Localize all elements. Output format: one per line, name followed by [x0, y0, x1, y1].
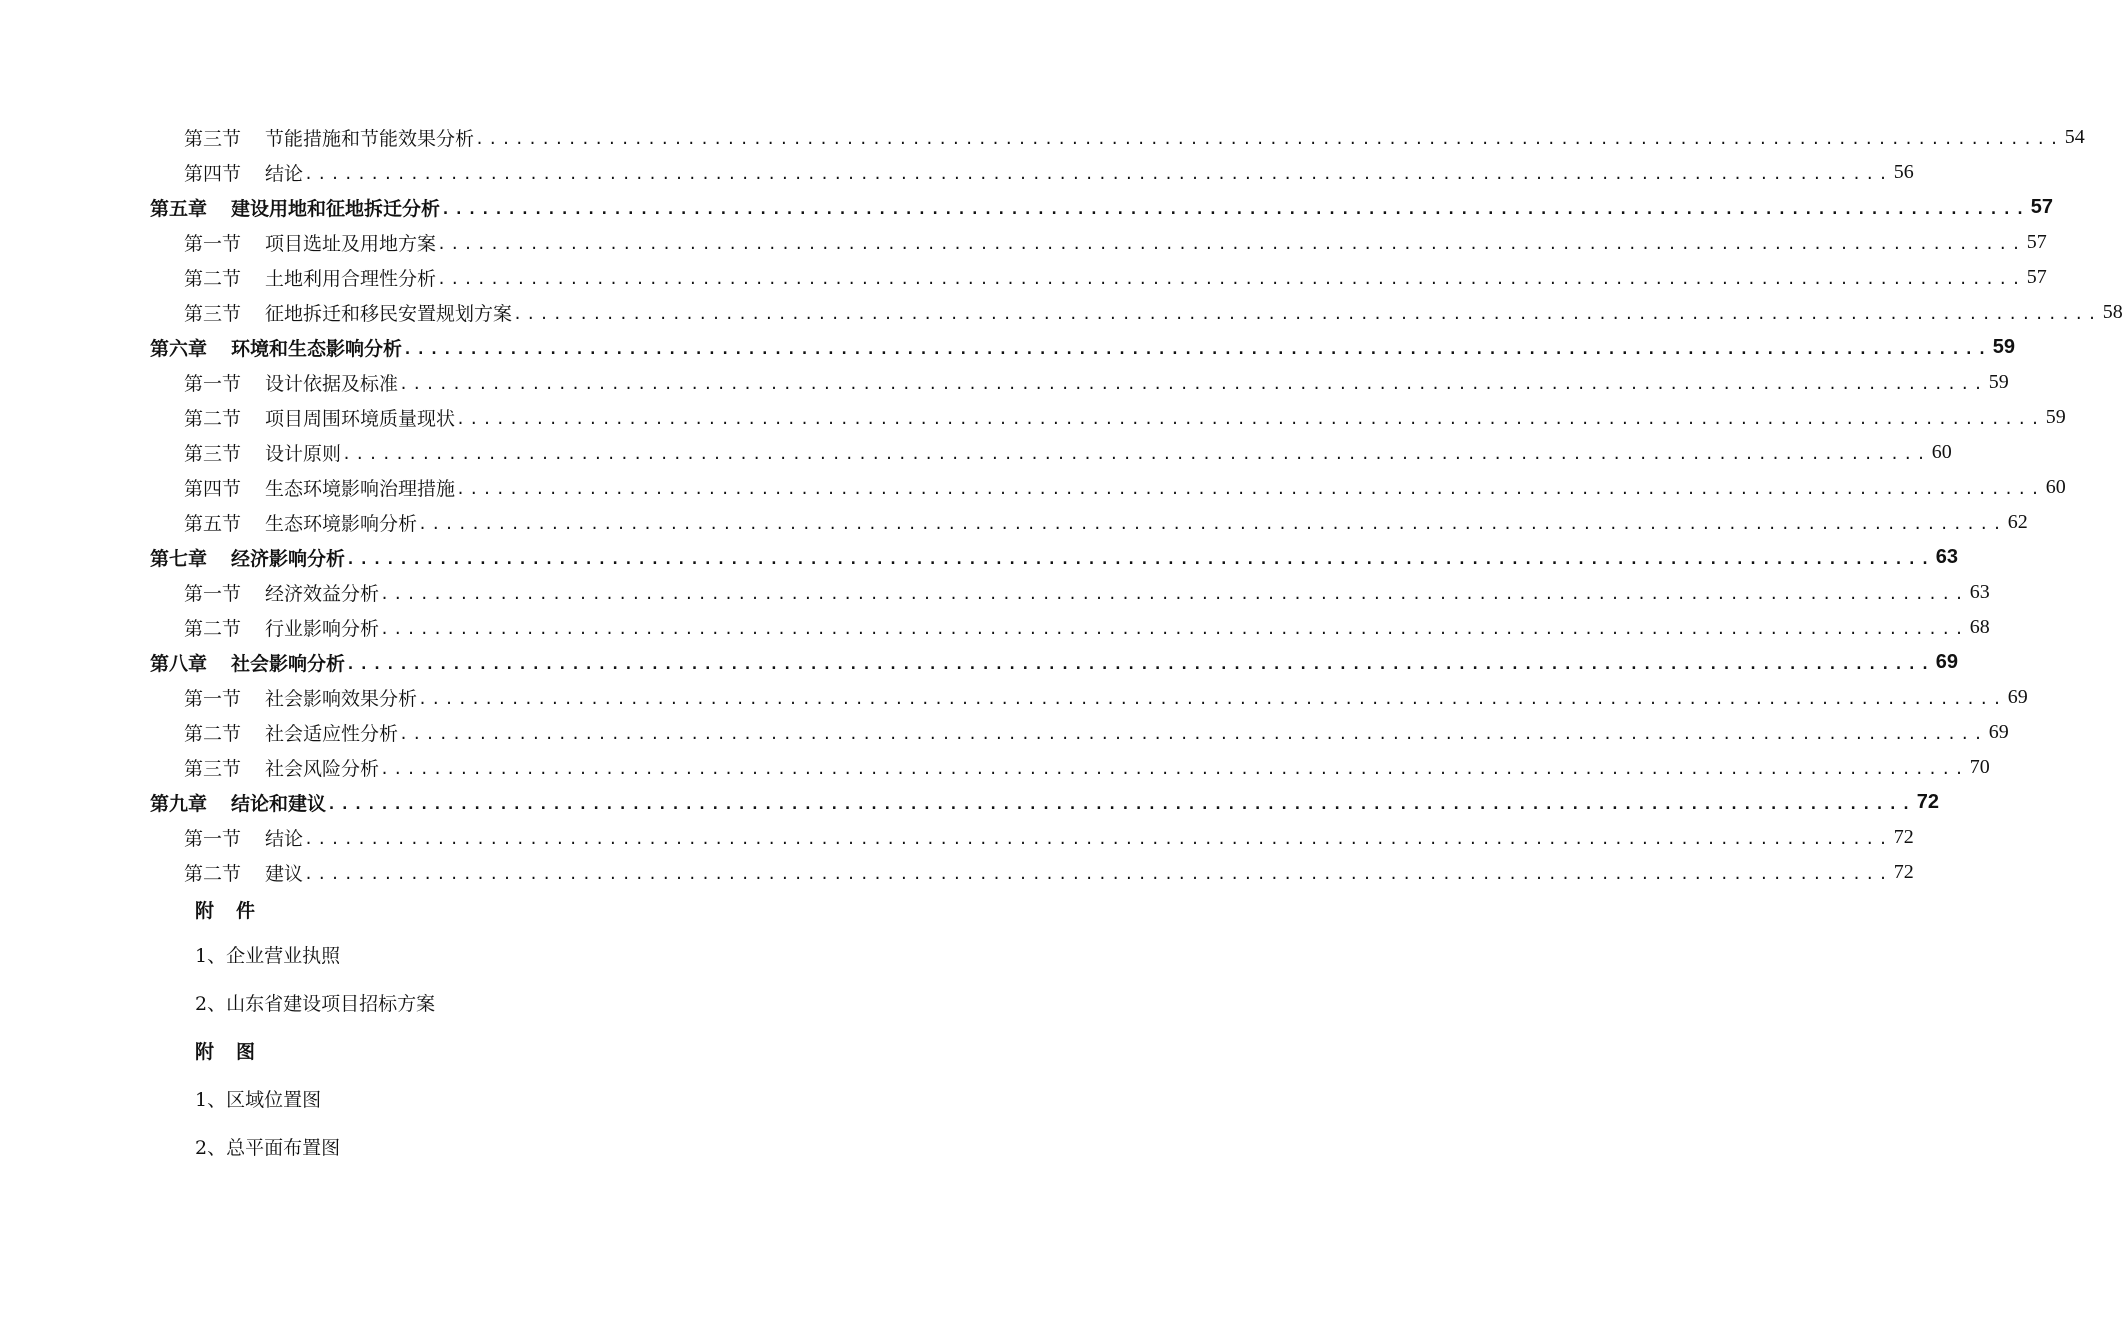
toc-entry-number: 第三节: [184, 128, 242, 150]
appendix-heading: [195, 896, 255, 923]
toc-entry-number: 第八章: [150, 653, 208, 675]
toc-entry-title: 项目周围环境质量现状: [265, 408, 456, 430]
toc-entry-title: 经济效益分析: [265, 583, 380, 605]
toc-section-row[interactable]: [184, 120, 2085, 155]
toc-leader-dots: ........................................................................................................................: [456, 480, 2044, 498]
toc-leader-dots: ........................................................................................................................: [456, 410, 2044, 428]
toc-leader-dots: ........................................................................................................................: [437, 270, 2025, 288]
toc-page-number: 72: [1893, 826, 1914, 848]
toc-section-row[interactable]: [184, 680, 2028, 715]
toc-page-number: 59: [1988, 371, 2009, 393]
toc-page-number: 72: [1893, 861, 1914, 883]
toc-leader-dots: ........................................................................................................................: [513, 305, 2101, 323]
toc-page-number: 72: [1916, 791, 1939, 813]
toc-entry-title: 设计原则: [265, 443, 342, 465]
figures-heading: [195, 1037, 255, 1064]
toc-entry-title: 建议: [265, 863, 304, 885]
toc-chapter-row[interactable]: [150, 645, 1958, 680]
toc-entry-title: 征地拆迁和移民安置规划方案: [265, 303, 513, 325]
toc-entry-number: 第二节: [184, 863, 242, 885]
toc-section-row[interactable]: [184, 610, 1990, 645]
toc-entry-title: 环境和生态影响分析: [231, 338, 403, 360]
toc-leader-dots: ........................................................................................................................: [380, 760, 1968, 778]
toc-page-number: 57: [2026, 231, 2047, 253]
toc-page-number: 63: [1935, 546, 1958, 568]
figures-heading-char-2: 图: [236, 1041, 256, 1063]
toc-section-row[interactable]: [184, 470, 2066, 505]
toc-chapter-row[interactable]: [150, 330, 2015, 365]
toc-entry-title: 社会影响分析: [231, 653, 346, 675]
toc-leader-dots: ........................................................................................................................: [403, 340, 1991, 358]
toc-leader-dots: ........................................................................................................................: [418, 690, 2006, 708]
table-of-contents: [0, 120, 2123, 890]
toc-page-number: 68: [1969, 616, 1990, 638]
toc-entry-number: 第五节: [184, 513, 242, 535]
toc-page-number: 58: [2102, 301, 2123, 323]
toc-section-row[interactable]: [184, 855, 1914, 890]
toc-entry-title: 社会影响效果分析: [265, 688, 418, 710]
toc-page-number: 56: [1893, 161, 1914, 183]
toc-page-number: 57: [2030, 196, 2053, 218]
toc-leader-dots: ........................................................................................................................: [304, 165, 1892, 183]
toc-entry-number: 第四节: [184, 478, 242, 500]
toc-leader-dots: ........................................................................................................................: [418, 515, 2006, 533]
toc-entry-number: 第二节: [184, 618, 242, 640]
toc-page-number: 60: [1931, 441, 1952, 463]
toc-page-number: 60: [2045, 476, 2066, 498]
toc-section-row[interactable]: [184, 225, 2047, 260]
figure-item: 2、总平面布置图: [195, 1137, 341, 1159]
toc-section-row[interactable]: [184, 750, 1990, 785]
toc-entry-title: 土地利用合理性分析: [265, 268, 437, 290]
toc-leader-dots: ........................................................................................................................: [346, 655, 1934, 673]
toc-page-number: 54: [2064, 126, 2085, 148]
figure-item: 1、区域位置图: [195, 1089, 322, 1111]
toc-entry-number: 第一节: [184, 373, 242, 395]
toc-entry-number: 第一节: [184, 233, 242, 255]
appendix-item: 1、企业营业执照: [195, 945, 341, 967]
toc-entry-number: 第二节: [184, 408, 242, 430]
toc-leader-dots: ........................................................................................................................: [441, 200, 2029, 218]
appendix-heading-char-1: 附: [195, 900, 215, 922]
toc-entry-number: 第三节: [184, 443, 242, 465]
figures-heading-char-1: 附: [195, 1041, 215, 1063]
toc-leader-dots: ........................................................................................................................: [304, 865, 1892, 883]
toc-section-row[interactable]: [184, 400, 2066, 435]
toc-page-number: 69: [1935, 651, 1958, 673]
toc-section-row[interactable]: [184, 505, 2028, 540]
toc-entry-title: 社会适应性分析: [265, 723, 399, 745]
toc-entry-number: 第三节: [184, 303, 242, 325]
toc-entry-number: 第一节: [184, 583, 242, 605]
toc-entry-number: 第五章: [150, 198, 208, 220]
toc-page-number: 69: [1988, 721, 2009, 743]
toc-entry-number: 第七章: [150, 548, 208, 570]
toc-leader-dots: ........................................................................................................................: [399, 725, 1987, 743]
appendix-heading-char-2: 件: [236, 900, 256, 922]
toc-entry-number: 第六章: [150, 338, 208, 360]
toc-entry-title: 经济影响分析: [231, 548, 346, 570]
toc-entry-number: 第二节: [184, 268, 242, 290]
toc-page-number: 62: [2007, 511, 2028, 533]
toc-entry-title: 结论: [265, 828, 304, 850]
toc-entry-title: 项目选址及用地方案: [265, 233, 437, 255]
toc-section-row[interactable]: [184, 260, 2047, 295]
toc-chapter-row[interactable]: [150, 785, 1939, 820]
toc-chapter-row[interactable]: [150, 540, 1958, 575]
toc-entry-title: 结论和建议: [231, 793, 327, 815]
toc-leader-dots: ........................................................................................................................: [304, 830, 1892, 848]
toc-entry-number: 第二节: [184, 723, 242, 745]
toc-page-number: 57: [2026, 266, 2047, 288]
toc-entry-title: 设计依据及标准: [265, 373, 399, 395]
toc-leader-dots: ........................................................................................................................: [346, 550, 1934, 568]
toc-entry-title: 生态环境影响治理措施: [265, 478, 456, 500]
toc-entry-number: 第一节: [184, 828, 242, 850]
toc-leader-dots: ........................................................................................................................: [380, 585, 1968, 603]
toc-leader-dots: ........................................................................................................................: [380, 620, 1968, 638]
toc-entry-number: 第三节: [184, 758, 242, 780]
toc-section-row[interactable]: [184, 715, 2009, 750]
toc-entry-number: 第四节: [184, 163, 242, 185]
toc-section-row[interactable]: [184, 365, 2009, 400]
toc-section-row[interactable]: [184, 575, 1990, 610]
toc-entry-title: 节能措施和节能效果分析: [265, 128, 475, 150]
toc-section-row[interactable]: [184, 820, 1914, 855]
toc-section-row[interactable]: [184, 435, 1952, 470]
toc-section-row[interactable]: [184, 295, 2123, 330]
toc-entry-number: 第九章: [150, 793, 208, 815]
toc-section-row[interactable]: [184, 155, 1914, 190]
toc-entry-title: 生态环境影响分析: [265, 513, 418, 535]
toc-page-number: 63: [1969, 581, 1990, 603]
toc-leader-dots: ........................................................................................................................: [327, 795, 1915, 813]
appendix-item: 2、山东省建设项目招标方案: [195, 993, 436, 1015]
toc-leader-dots: ........................................................................................................................: [437, 235, 2025, 253]
toc-leader-dots: ........................................................................................................................: [475, 130, 2063, 148]
toc-entry-title: 结论: [265, 163, 304, 185]
toc-entry-title: 行业影响分析: [265, 618, 380, 640]
toc-page-number: 69: [2007, 686, 2028, 708]
toc-page-number: 59: [1992, 336, 2015, 358]
toc-leader-dots: ........................................................................................................................: [342, 445, 1930, 463]
toc-page-number: 59: [2045, 406, 2066, 428]
toc-chapter-row[interactable]: [150, 190, 2053, 225]
toc-entry-title: 建设用地和征地拆迁分析: [231, 198, 441, 220]
toc-entry-number: 第一节: [184, 688, 242, 710]
toc-page-number: 70: [1969, 756, 1990, 778]
toc-leader-dots: ........................................................................................................................: [399, 375, 1987, 393]
toc-entry-title: 社会风险分析: [265, 758, 380, 780]
